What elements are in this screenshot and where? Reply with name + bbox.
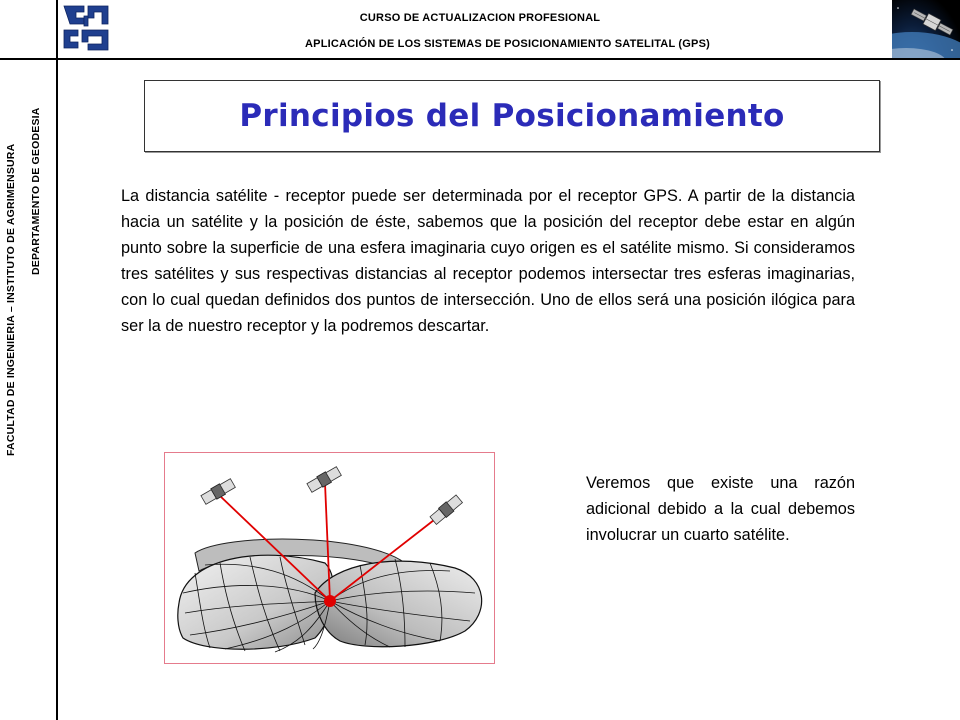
intersecting-spheres-diagram <box>165 453 494 663</box>
sidebar <box>0 60 58 720</box>
body-paragraph: La distancia satélite - receptor puede ser determinada por el receptor GPS. A partir de la distancia hacia un satélite y la posición de éste, sabemos que la posición del receptor debe estar en algún punto sobre la superficie de una esfera imaginaria cuyo origen es el satélite mismo. Si consideramos tres satélites y sus respectivas distancias al receptor podemos intersectar tres esferas imaginarias, con lo cual quedan definidos dos puntos de intersección. Uno de ellos será una posición ilógica para ser la de nuestro receptor y la podremos descartar. <box>121 187 855 336</box>
satellite-icon <box>429 494 463 525</box>
course-title: CURSO DE ACTUALIZACION PROFESIONAL <box>359 12 601 24</box>
header-bar <box>0 0 960 60</box>
receiver-point <box>324 595 336 607</box>
course-subtitle: APLICACIÓN DE LOS SISTEMAS DE POSICIONAMIENTO SATELITAL (GPS) <box>305 38 710 50</box>
trilateration-figure <box>164 452 495 664</box>
divider <box>56 0 58 60</box>
satellite-photo-icon <box>892 0 960 58</box>
title-box <box>144 80 880 152</box>
satellite-icon <box>306 466 341 493</box>
page-title: Principios del Posicionamiento <box>239 98 785 134</box>
side-note: Veremos que existe una razón adicional debido a la cual debemos involucrar un cuarto satélite. <box>586 474 855 545</box>
sidebar-department: DEPARTAMENTO DE GEODESIA <box>30 107 42 275</box>
sidebar-institution: FACULTAD DE INGENIERIA – INSTITUTO DE AGRIMENSURA <box>5 143 17 456</box>
header-corner <box>0 0 58 60</box>
satellite-icon <box>200 478 235 505</box>
